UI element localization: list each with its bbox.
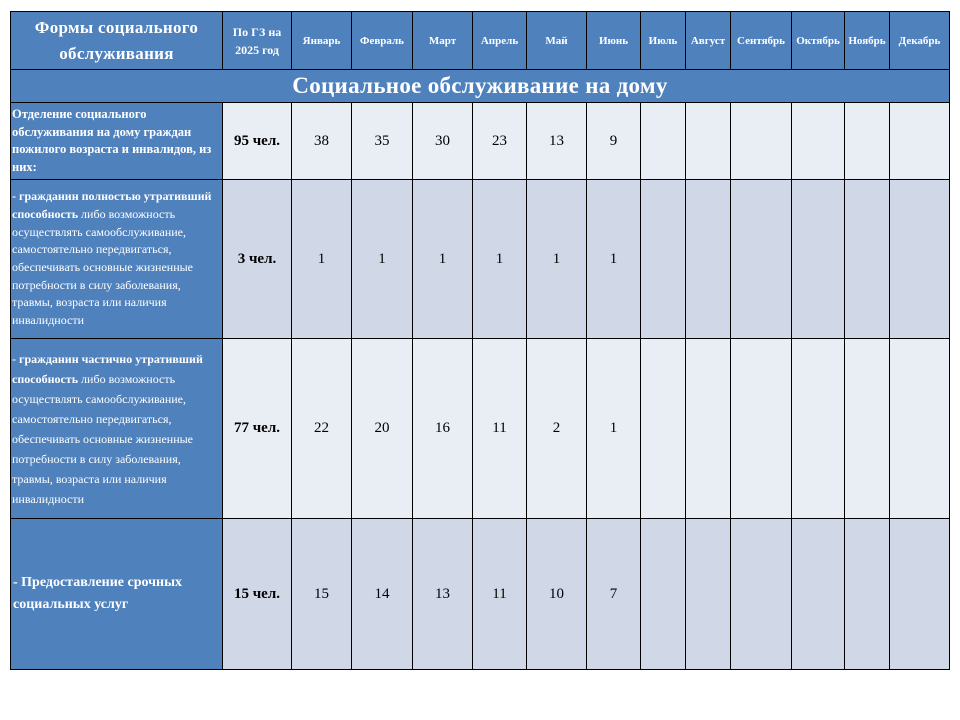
month-value	[792, 180, 845, 339]
header-row	[11, 12, 950, 70]
month-value	[686, 339, 731, 519]
header-month: Сентябрь	[731, 12, 792, 70]
month-value	[845, 519, 890, 670]
table-row	[11, 103, 950, 180]
month-value: 30	[413, 103, 473, 180]
month-value: 16	[413, 339, 473, 519]
month-value	[731, 339, 792, 519]
header-month: Май	[527, 12, 587, 70]
month-value: 1	[413, 180, 473, 339]
row-label-rest: либо возможность осуществлять самообслуживание, самостоятельно передвигаться, обеспечивать основные жизненные потребности в силу заболевания, травмы, возраста или наличия инвалидности	[12, 206, 194, 328]
row-label-bold: - гражданин частично утративший способность	[12, 351, 203, 386]
header-month: Август	[686, 12, 731, 70]
header-month: Февраль	[352, 12, 413, 70]
month-value: 11	[473, 519, 527, 670]
header-month: Декабрь	[890, 12, 950, 70]
month-value	[792, 103, 845, 180]
month-value	[792, 519, 845, 670]
header-month: Июль	[641, 12, 686, 70]
month-value	[641, 339, 686, 519]
month-value: 1	[473, 180, 527, 339]
month-value	[845, 339, 890, 519]
month-value	[890, 103, 950, 180]
header-month: Январь	[292, 12, 352, 70]
month-value	[792, 339, 845, 519]
month-value	[731, 103, 792, 180]
header-form-type: Формы социального обслуживания	[11, 12, 223, 70]
section-title: Социальное обслуживание на дому	[11, 70, 950, 103]
header-plan-2025: По ГЗ на 2025 год	[223, 12, 292, 70]
month-value	[686, 103, 731, 180]
plan-value: 3 чел.	[223, 180, 292, 339]
month-value: 20	[352, 339, 413, 519]
header-month: Ноябрь	[845, 12, 890, 70]
month-value	[641, 180, 686, 339]
month-value: 7	[587, 519, 641, 670]
month-value	[890, 180, 950, 339]
header-month: Июнь	[587, 12, 641, 70]
row-label-bold: - гражданин полностью утративший способность	[12, 189, 212, 221]
month-value: 1	[527, 180, 587, 339]
header-month: Апрель	[473, 12, 527, 70]
social-service-table	[10, 11, 950, 670]
month-value	[731, 519, 792, 670]
table-row	[11, 519, 950, 670]
month-value: 1	[292, 180, 352, 339]
month-value	[686, 180, 731, 339]
month-value	[845, 180, 890, 339]
month-value: 23	[473, 103, 527, 180]
month-value: 22	[292, 339, 352, 519]
plan-value: 15 чел.	[223, 519, 292, 670]
month-value: 15	[292, 519, 352, 670]
header-month: Октябрь	[792, 12, 845, 70]
row-label: - Предоставление срочных социальных услуг	[11, 519, 223, 670]
month-value	[641, 519, 686, 670]
month-value: 9	[587, 103, 641, 180]
section-row	[11, 70, 950, 103]
month-value: 35	[352, 103, 413, 180]
row-label	[11, 180, 223, 339]
row-label-rest: либо возможность осуществлять самообслуживание, самостоятельно передвигаться, обеспечивать основные жизненные потребности в силу заболевания, травмы, возраста или наличия инвалидности	[12, 371, 194, 506]
month-value	[641, 103, 686, 180]
month-value	[890, 519, 950, 670]
plan-value: 77 чел.	[223, 339, 292, 519]
month-value: 13	[413, 519, 473, 670]
month-value: 1	[587, 339, 641, 519]
month-value	[845, 103, 890, 180]
month-value	[890, 339, 950, 519]
table-row	[11, 180, 950, 339]
row-label	[11, 339, 223, 519]
month-value	[686, 519, 731, 670]
row-label: Отделение социального обслуживания на дому граждан пожилого возраста и инвалидов, из них:	[11, 103, 223, 180]
month-value: 2	[527, 339, 587, 519]
month-value: 13	[527, 103, 587, 180]
month-value: 10	[527, 519, 587, 670]
month-value: 38	[292, 103, 352, 180]
month-value: 14	[352, 519, 413, 670]
month-value: 1	[587, 180, 641, 339]
month-value: 1	[352, 180, 413, 339]
month-value	[731, 180, 792, 339]
header-month: Март	[413, 12, 473, 70]
month-value: 11	[473, 339, 527, 519]
plan-value: 95 чел.	[223, 103, 292, 180]
table-row	[11, 339, 950, 519]
